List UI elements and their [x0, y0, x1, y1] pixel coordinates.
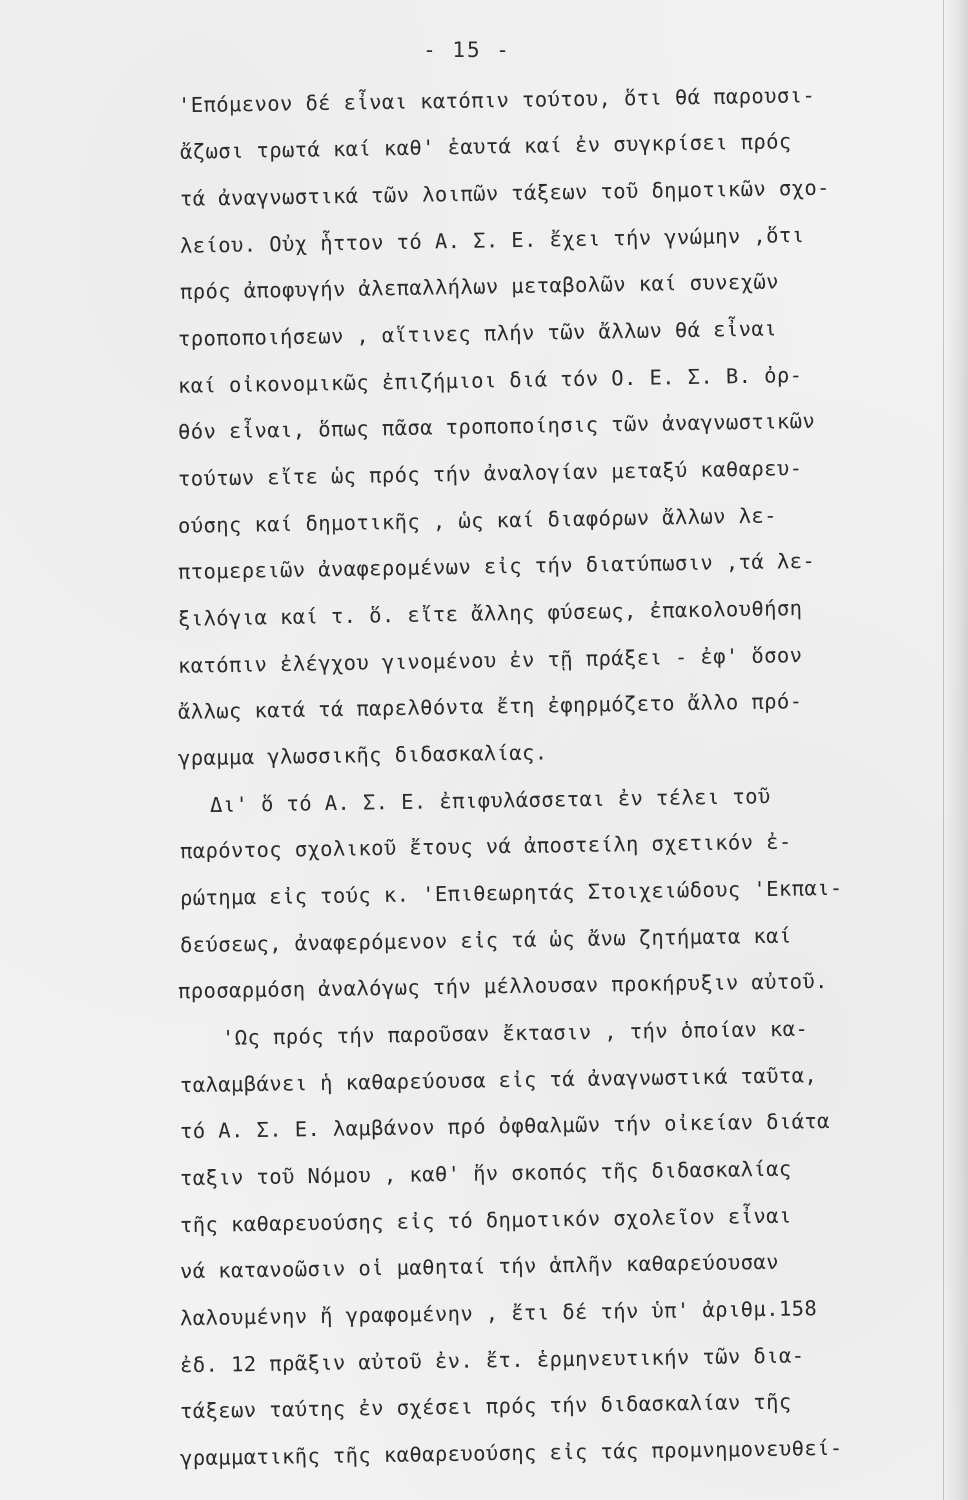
text-line: δεύσεως, ἀναφερόμενον εἰς τά ὡς ἄνω ζητήματα καί [179, 923, 792, 958]
text-line: ἄζωσι τρωτά καί καθ' ἑαυτά καί ἐν συγκρίσει πρός [179, 129, 792, 164]
text-line: γραμματικῆς τῆς καθαρευούσης εἰς τάς προμνημονευθεί- [179, 1435, 843, 1471]
text-line: τάξεων ταύτης ἐν σχέσει πρός τήν διδασκαλίαν τῆς [179, 1389, 792, 1424]
text-line: τῆς καθαρευούσης εἰς τό δημοτικόν σχολεῖον εἶναι [179, 1203, 792, 1238]
text-line: νά κατανοῶσιν οἱ μαθηταί τήν ἁπλῆν καθαρεύουσαν [179, 1249, 780, 1284]
text-line: θόν εἶναι, ὅπως πᾶσα τροποποίησις τῶν ἀναγνωστικῶν [177, 408, 816, 444]
text-line: ούσης καί δημοτικῆς , ὡς καί διαφόρων ἄλλων λε- [177, 503, 778, 538]
text-line: ἄλλως κατά τά παρελθόντα ἔτη ἐφηρμόζετο ἄλλο πρό- [177, 688, 803, 724]
text-line: πρός ἀποφυγήν ἀλεπαλλήλων μεταβολῶν καί συνεχῶν [179, 269, 780, 304]
text-line: ταλαμβάνει ἡ καθαρεύουσα εἰς τά ἀναγνωστικά ταῦτα, [179, 1063, 818, 1098]
text-line: παρόντος σχολικοῦ ἔτους νά ἀποστείλη σχετικόν ἐ- [179, 829, 792, 864]
text-line: τροποποιήσεων , αἵτινες πλήν τῶν ἄλλων θά εἶναι [177, 316, 778, 351]
text-line: ταξιν τοῦ Νόμου , καθ' ἥν σκοπός τῆς διδασκαλίας [179, 1156, 792, 1191]
text-line: 'Επόμενον δέ εἶναι κατόπιν τούτου, ὅτι θά παρουσι- [177, 83, 816, 118]
page-number: - 15 - [423, 38, 511, 62]
text-line: καί οἰκονομικῶς ἐπιζήμιοι διά τόν Ο. Ε. Σ. Β. ὀρ- [177, 362, 803, 398]
text-line: ρώτημα εἰς τούς κ. 'Επιθεωρητάς Στοιχειώδους 'Εκπαι- [179, 875, 843, 911]
text-line: 'Ως πρός τήν παροῦσαν ἔκτασιν , τήν ὁποίαν κα- [221, 1016, 809, 1050]
text-line: λείου. Οὐχ ἧττον τό Α. Σ. Ε. ἔχει τήν γνώμην ,ὅτι [179, 222, 805, 258]
text-line: τούτων εἴτε ὡς πρός τήν ἀναλογίαν μεταξύ καθαρευ- [177, 455, 803, 491]
text-line: τά ἀναγνωστικά τῶν λοιπῶν τάξεων τοῦ δημοτικῶν σχο- [179, 175, 831, 211]
text-line: ἐδ. 12 πρᾶξιν αὐτοῦ ἐν. ἔτ. ἑρμηνευτικήν τῶν δια- [179, 1343, 805, 1378]
text-line: Δι' ὅ τό Α. Σ. Ε. ἐπιφυλάσσεται ἐν τέλει τοῦ [209, 784, 771, 817]
text-line: προσαρμόση ἀναλόγως τήν μέλλουσαν προκήρυξιν αὐτοῦ. [177, 968, 829, 1004]
text-line: κατόπιν ἐλέγχου γινομένου ἐν τῇ πράξει - ἐφ' ὅσον [177, 642, 803, 678]
text-line: τό Α. Σ. Ε. λαμβάνον πρό ὀφθαλμῶν τήν οἰκείαν διάτα [179, 1108, 831, 1144]
text-line: γραμμα γλωσσικῆς διδασκαλίας. [177, 740, 548, 771]
text-line: λαλουμένην ἤ γραφομένην , ἔτι δέ τήν ὑπ' ἀριθμ.158 [179, 1296, 818, 1331]
text-line: ξιλόγια καί τ. ὅ. εἴτε ἄλλης φύσεως, ἐπακολουθήση [177, 595, 803, 631]
text-line: πτομερειῶν ἀναφερομένων εἰς τήν διατύπωσιν ,τά λε- [177, 548, 816, 584]
